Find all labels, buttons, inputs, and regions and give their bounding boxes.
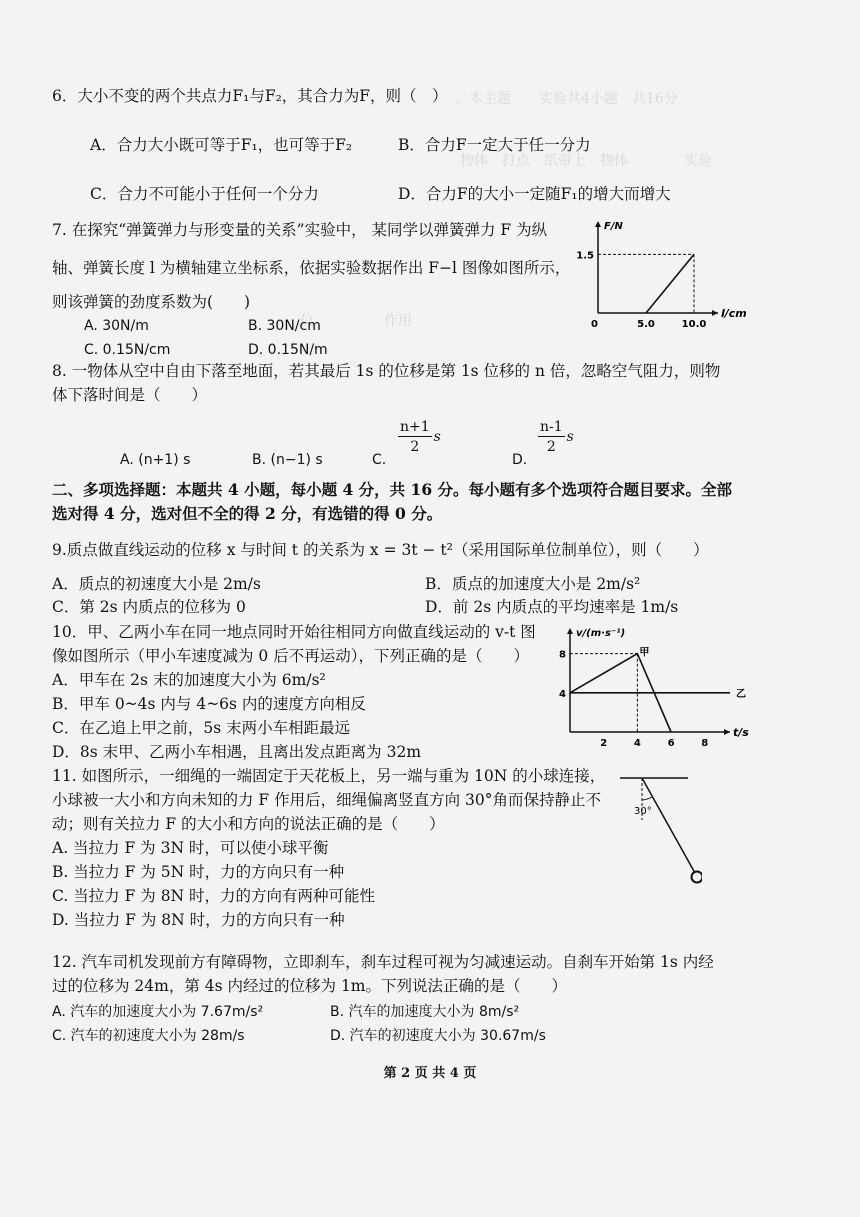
q7-option-a: A. 30N/m [84, 318, 149, 334]
q11-line2: 小球被一大小和方向未知的力 F 作用后，细绳偏离竖直方向 30°角而保持静止不 [52, 791, 602, 809]
bleed-through: 、本主题 实验共4小题 共16分 [455, 91, 678, 107]
x-axis-arrow [724, 729, 730, 735]
q11-option-c: C. 当拉力 F 为 8N 时，力的方向有两种可能性 [52, 887, 376, 905]
q10-line1: 10．甲、乙两小车在同一地点同时开始往相同方向做直线运动的 v-t 图 [52, 623, 536, 641]
q11-line3: 动；则有关拉力 F 的大小和方向的说法正确的是（ ） [52, 815, 445, 833]
q9-stem: 9.质点做直线运动的位移 x 与时间 t 的关系为 x = 3t − t²（采用国际单位制单位），则（ ） [52, 541, 709, 559]
q10-option-c: C．在乙追上甲之前，5s 末两小车相距最远 [52, 719, 351, 737]
q7-option-d: D. 0.15N/m [248, 342, 328, 358]
q8-option-d-fraction [538, 418, 574, 457]
q8-line2: 体下落时间是（ ） [52, 386, 208, 404]
rope [642, 778, 695, 873]
q8-option-d-label: D. [512, 452, 528, 468]
fraction-numerator: n+1 [400, 419, 430, 435]
q11-option-b: B. 当拉力 F 为 5N 时，力的方向只有一种 [52, 863, 345, 881]
q6-option-a: A．合力大小既可等于F₁，也可等于F₂ [90, 136, 353, 154]
q12-line1: 12. 汽车司机发现前方有障碍物，立即刹车，刹车过程可视为匀减速运动。自刹车开始第 1s 内经 [52, 953, 714, 971]
series-label: 乙 [736, 688, 746, 700]
q7-line3: 则该弹簧的劲度系数为( ) [52, 293, 251, 311]
x-tick-label: 6 [667, 738, 675, 749]
q12-option-b: B. 汽车的加速度大小为 8m/s² [330, 1004, 520, 1020]
v-t-chart [548, 622, 758, 752]
x-axis-arrow [712, 310, 718, 316]
q9-option-b: B．质点的加速度大小是 2m/s² [425, 575, 641, 593]
series-label: 甲 [639, 647, 650, 659]
ball [692, 872, 703, 883]
q7-option-c: C. 0.15N/cm [84, 342, 171, 358]
q11-option-d: D. 当拉力 F 为 8N 时，力的方向只有一种 [52, 911, 345, 929]
series-line [646, 254, 694, 313]
q8-line1: 8. 一物体从空中自由下落至地面，若其最后 1s 的位移是第 1s 位移的 n 倍，忽略空气阻力，则物 [52, 362, 721, 380]
x-tick-label: 10.0 [681, 319, 707, 330]
q11-option-a: A. 当拉力 F 为 3N 时，可以使小球平衡 [52, 839, 329, 857]
y-axis-label: F/N [604, 221, 623, 232]
q8-option-b: B. (n−1) s [252, 452, 323, 468]
q12-line2: 过的位移为 24m，第 4s 内经过的位移为 1m。下列说法正确的是（ ） [52, 977, 568, 995]
q10-option-a: A．甲车在 2s 末的加速度大小为 6m/s² [52, 671, 326, 689]
q8-option-c-fraction [398, 418, 441, 457]
bleed-through: 物体 打点 纸带上 物体 实验 [460, 153, 712, 169]
q7-option-b: B. 30N/cm [248, 318, 321, 334]
x-tick-label: 5.0 [637, 319, 655, 330]
fraction-numerator: n-1 [540, 419, 563, 435]
q12-option-a: A. 汽车的加速度大小为 7.67m/s² [52, 1004, 264, 1020]
q8-option-a: A. (n+1) s [120, 452, 191, 468]
y-tick-label: 4 [559, 688, 566, 700]
q10-option-d: D．8s 末甲、乙两小车相遇，且离出发点距离为 32m [52, 743, 422, 761]
y-axis-arrow [567, 628, 573, 634]
x-tick-label: 0 [591, 319, 598, 330]
x-tick-label: 2 [600, 738, 608, 749]
q9-option-c: C．第 2s 内质点的位移为 0 [52, 598, 246, 616]
y-tick-label: 8 [559, 649, 566, 661]
y-axis-arrow [595, 221, 601, 227]
q10-option-b: B．甲车 0~4s 内与 4~6s 内的速度方向相反 [52, 695, 366, 713]
q6-option-b: B．合力F一定大于任一分力 [398, 136, 591, 154]
q9-option-a: A．质点的初速度大小是 2m/s [52, 575, 261, 593]
q8-option-c-label: C. [372, 452, 387, 468]
fraction-denominator: 2 [410, 439, 420, 455]
section2-line2: 选对得 4 分，选对但不全的得 2 分，有选错的得 0 分。 [52, 504, 443, 523]
x-tick-label: 8 [701, 738, 709, 749]
q11-line1: 11. 如图所示，一细绳的一端固定于天花板上，另一端与重为 10N 的小球连接， [52, 767, 606, 785]
angle-arc [642, 797, 652, 800]
q12-option-c: C. 汽车的初速度大小为 28m/s [52, 1028, 245, 1044]
angle-label: 30° [634, 806, 652, 817]
q6-option-d: D．合力F的大小一定随F₁的增大而增大 [398, 185, 671, 203]
q6-option-c: C．合力不可能小于任何一个分力 [90, 185, 319, 203]
page-footer: 第 2 页 共 4 页 [383, 1066, 477, 1081]
bleed-through: 位 作用 [300, 313, 566, 329]
x-axis-label: t/s [733, 726, 749, 739]
y-axis-label: v/(m·s⁻¹) [576, 628, 626, 639]
q7-line1: 7. 在探究“弹簧弹力与形变量的关系”实验中， 某同学以弹簧弹力 F 为纵 [52, 221, 548, 239]
x-axis-label: l/cm [721, 307, 747, 320]
q10-line2: 像如图所示（甲小车速度减为 0 后不再运动），下列正确的是（ ） [52, 647, 529, 665]
q9-option-d: D．前 2s 内质点的平均速率是 1m/s [425, 598, 679, 616]
q7-line2: 轴、弹簧长度 l 为横轴建立坐标系，依据实验数据作出 F−l 图像如图所示， [52, 259, 571, 277]
q6-stem: 6．大小不变的两个共点力F₁与F₂，其合力为F，则（ ） [52, 87, 448, 105]
x-tick-label: 4 [633, 738, 641, 749]
y-tick-label: 1.5 [576, 250, 594, 262]
fraction-denominator: 2 [546, 439, 556, 455]
q12-option-d: D. 汽车的初速度大小为 30.67m/s [330, 1028, 546, 1044]
fraction-unit: s [433, 429, 441, 445]
f-l-chart [572, 215, 762, 335]
fraction-unit: s [566, 429, 574, 445]
section2-line1: 二、多项选择题：本题共 4 小题，每小题 4 分，共 16 分。每小题有多个选项符合题目要求。全部 [52, 480, 733, 499]
pendulum-diagram [612, 772, 702, 890]
